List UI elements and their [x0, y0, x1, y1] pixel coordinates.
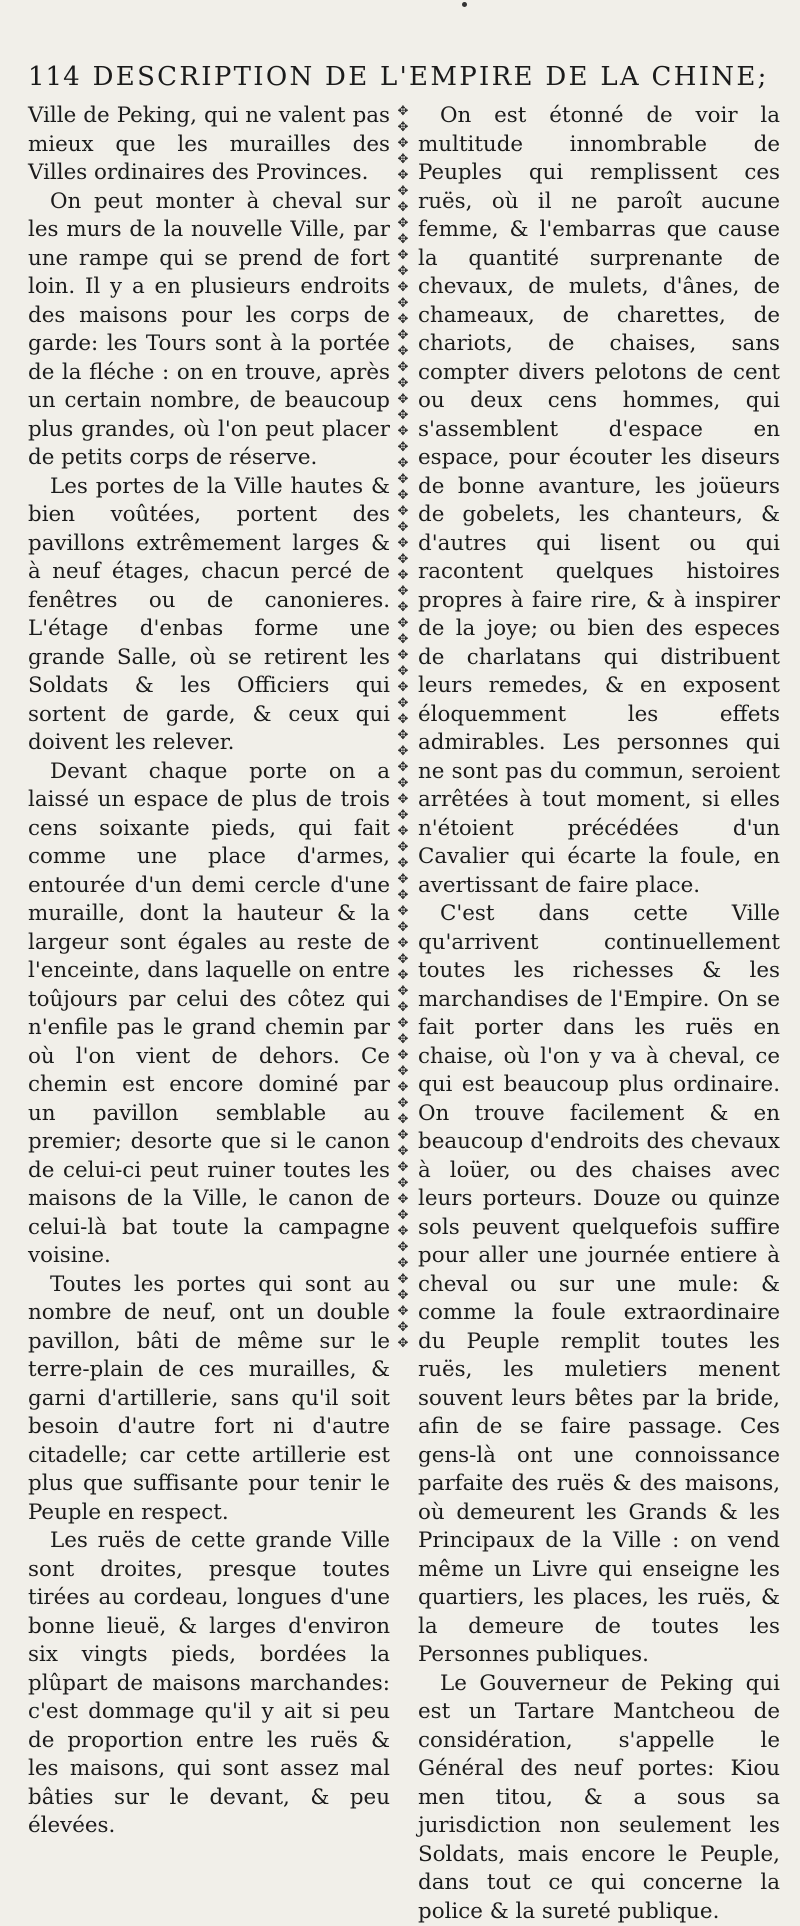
ornament-glyph: ✥ [398, 1032, 409, 1048]
ornament-glyph: ✥ [398, 904, 409, 920]
ornament-glyph: ✥ [398, 616, 409, 632]
ornament-glyph: ✥ [398, 104, 409, 120]
ornament-glyph: ✥ [398, 232, 409, 248]
ornament-glyph: ✥ [398, 472, 409, 488]
ornament-glyph: ✥ [398, 584, 409, 600]
ornament-glyph: ✥ [398, 280, 409, 296]
ornament-glyph: ✥ [398, 360, 409, 376]
ornament-glyph: ✥ [398, 936, 409, 952]
ornament-glyph: ✥ [398, 200, 409, 216]
ornament-glyph: ✥ [398, 888, 409, 904]
ornament-glyph: ✥ [398, 376, 409, 392]
ornament-glyph: ✥ [398, 856, 409, 872]
ornament-glyph: ✥ [398, 824, 409, 840]
ornament-glyph: ✥ [398, 424, 409, 440]
ornament-glyph: ✥ [398, 1288, 409, 1304]
ornament-glyph: ✥ [398, 344, 409, 360]
ornament-glyph: ✥ [398, 760, 409, 776]
ornament-glyph: ✥ [398, 968, 409, 984]
paragraph: Les ruës de cette grande Ville sont droites, presque toutes tirées au cordeau, longues d'une bonne lieuë, & larges d'environ six vingts pieds, bordées la plûpart de maisons marchandes: c'est dommage qu'il y ait si peu de proportion entre les ruës & les maisons, qui sont assez mal bâties sur le devant, & peu élevées. [28, 1527, 390, 1841]
ornament-glyph: ✥ [398, 1304, 409, 1320]
running-title: DESCRIPTION DE L'EMPIRE DE LA CHINE; [93, 62, 769, 92]
ornament-glyph: ✥ [398, 744, 409, 760]
ornament-glyph: ✥ [398, 392, 409, 408]
ornament-glyph: ✥ [398, 1080, 409, 1096]
ornament-glyph: ✥ [398, 600, 409, 616]
ornament-glyph: ✥ [398, 1016, 409, 1032]
ornament-glyph: ✥ [398, 840, 409, 856]
ornament-glyph: ✥ [398, 456, 409, 472]
paragraph: Ville de Peking, qui ne valent pas mieux que les murailles des Villes ordinaires des Provinces. [28, 102, 390, 188]
ornament-glyph: ✥ [398, 872, 409, 888]
ornament-glyph: ✥ [398, 1320, 409, 1336]
page-number: 114 [28, 62, 81, 92]
ornament-glyph: ✥ [398, 1224, 409, 1240]
ornament-glyph: ✥ [398, 264, 409, 280]
left-column [28, 102, 390, 1841]
ornament-glyph: ✥ [398, 552, 409, 568]
ornament-glyph: ✥ [398, 504, 409, 520]
ornament-glyph: ✥ [398, 168, 409, 184]
ornament-glyph: ✥ [398, 1176, 409, 1192]
ornament-glyph: ✥ [398, 632, 409, 648]
ornament-glyph: ✥ [398, 1240, 409, 1256]
right-column [418, 102, 780, 1926]
ornament-glyph: ✥ [398, 152, 409, 168]
ornament-glyph: ✥ [398, 664, 409, 680]
ornament-glyph: ✥ [398, 1144, 409, 1160]
ornament-glyph: ✥ [398, 792, 409, 808]
ornament-glyph: ✥ [398, 1128, 409, 1144]
paragraph: C'est dans cette Ville qu'arrivent continuellement toutes les richesses & les marchandises de l'Empire. On se fait porter dans les ruës en chaise, où l'on y va à cheval, ce qui est beaucoup plus ordinaire. On trouve facilement & en beaucoup d'endroits des chevaux à loüer, ou des chaises avec leurs porteurs. Douze ou quinze sols peuvent quelquefois suffire pour aller une journée entiere à cheval ou sur une mule: & comme la foule extraordinaire du Peuple remplit toutes les ruës, les muletiers menent souvent leurs bêtes par la bride, afin de se faire passage. Ces gens-là ont une connoissance parfaite des ruës & des maisons, où demeurent les Grands & les Principaux de la Ville : on vend même un Livre qui enseigne les quartiers, les places, les ruës, & la demeure de toutes les Personnes publiques. [418, 900, 780, 1670]
ink-dot [462, 2, 467, 7]
paragraph: Devant chaque porte on a laissé un espace de plus de trois cens soixante pieds, qui fait comme une place d'armes, entourée d'un demi cercle d'une muraille, dont la hauteur & la largeur sont égales au reste de l'enceinte, dans laquelle on entre toûjours par celui des côtez qui n'enfile pas le grand chemin par où l'on vient de dehors. Ce chemin est encore dominé par un pavillon semblable au premier; desorte que si le canon de celui-ci peut ruiner toutes les maisons de la Ville, le canon de celui-là bat toute la campagne voisine. [28, 758, 390, 1271]
ornament-glyph: ✥ [398, 920, 409, 936]
ornament-glyph: ✥ [398, 1208, 409, 1224]
ornament-glyph: ✥ [398, 520, 409, 536]
paragraph: Le Gouverneur de Peking qui est un Tartare Mantcheou de considération, s'appelle le Général des neuf portes: Kiou men titou, & a sous sa jurisdiction non seulement les Soldats, mais encore le Peuple, dans tout ce qui concerne la police & la sureté publique. [418, 1670, 780, 1926]
column-divider-ornament [392, 104, 414, 1364]
ornament-glyph: ✥ [398, 1112, 409, 1128]
ornament-glyph: ✥ [398, 1256, 409, 1272]
ornament-glyph: ✥ [398, 728, 409, 744]
ornament-glyph: ✥ [398, 1048, 409, 1064]
paragraph: On est étonné de voir la multitude innombrable de Peuples qui remplissent ces ruës, où il ne paroît aucune femme, & l'embarras que cause la quantité surprenante de chevaux, de mulets, d'ânes, de chameaux, de charettes, de chariots, de chaises, sans compter divers pelotons de cent ou deux cens hommes, qui s'assemblent d'espace en espace, pour écouter les diseurs de bonne avanture, les joüeurs de gobelets, les chanteurs, & d'autres qui lisent ou qui racontent quelques histoires propres à faire rire, & à inspirer de la joye; ou bien des especes de charlatans qui distribuent leurs remedes, & en exposent éloquemment les effets admirables. Les personnes qui ne sont pas du commun, seroient arrêtées à tout moment, si elles n'étoient précédées d'un Cavalier qui écarte la foule, en avertissant de faire place. [418, 102, 780, 900]
ornament-glyph: ✥ [398, 536, 409, 552]
ornament-glyph: ✥ [398, 296, 409, 312]
ornament-glyph: ✥ [398, 184, 409, 200]
ornament-glyph: ✥ [398, 712, 409, 728]
ornament-glyph: ✥ [398, 312, 409, 328]
ornament-glyph: ✥ [398, 648, 409, 664]
ornament-glyph: ✥ [398, 248, 409, 264]
paragraph: Les portes de la Ville hautes & bien voûtées, portent des pavillons extrêmement larges & à neuf étages, chacun percé de fenêtres ou de canonieres. L'étage d'enbas forme une grande Salle, où se retirent les Soldats & les Officiers qui sortent de garde, & ceux qui doivent les relever. [28, 473, 390, 758]
ornament-glyph: ✥ [398, 1064, 409, 1080]
ornament-glyph: ✥ [398, 1160, 409, 1176]
ornament-glyph: ✥ [398, 120, 409, 136]
paragraph: Toutes les portes qui sont au nombre de neuf, ont un double pavillon, bâti de même sur le terre-plain de ces murailles, & garni d'artillerie, sans qu'il soit besoin d'autre fort ni d'autre citadelle; car cette artillerie est plus que suffisante pour tenir le Peuple en respect. [28, 1271, 390, 1528]
ornament-glyph: ✥ [398, 1336, 409, 1352]
ornament-glyph: ✥ [398, 408, 409, 424]
paragraph: On peut monter à cheval sur les murs de la nouvelle Ville, par une rampe qui se prend de fort loin. Il y a en plusieurs endroits des maisons pour les corps de garde: les Tours sont à la portée de la fléche : on en trouve, après un certain nombre, de beaucoup plus grandes, où l'on peut placer de petits corps de réserve. [28, 188, 390, 473]
ornament-glyph: ✥ [398, 488, 409, 504]
ornament-glyph: ✥ [398, 1192, 409, 1208]
ornament-glyph: ✥ [398, 1272, 409, 1288]
ornament-glyph: ✥ [398, 568, 409, 584]
ornament-glyph: ✥ [398, 984, 409, 1000]
ornament-glyph: ✥ [398, 1000, 409, 1016]
page-header [28, 62, 780, 92]
ornament-glyph: ✥ [398, 808, 409, 824]
ornament-glyph: ✥ [398, 136, 409, 152]
ornament-glyph: ✥ [398, 328, 409, 344]
ornament-glyph: ✥ [398, 776, 409, 792]
ornament-glyph: ✥ [398, 1096, 409, 1112]
ornament-glyph: ✥ [398, 680, 409, 696]
ornament-glyph: ✥ [398, 440, 409, 456]
ornament-glyph: ✥ [398, 216, 409, 232]
ornament-glyph: ✥ [398, 696, 409, 712]
ornament-glyph: ✥ [398, 952, 409, 968]
